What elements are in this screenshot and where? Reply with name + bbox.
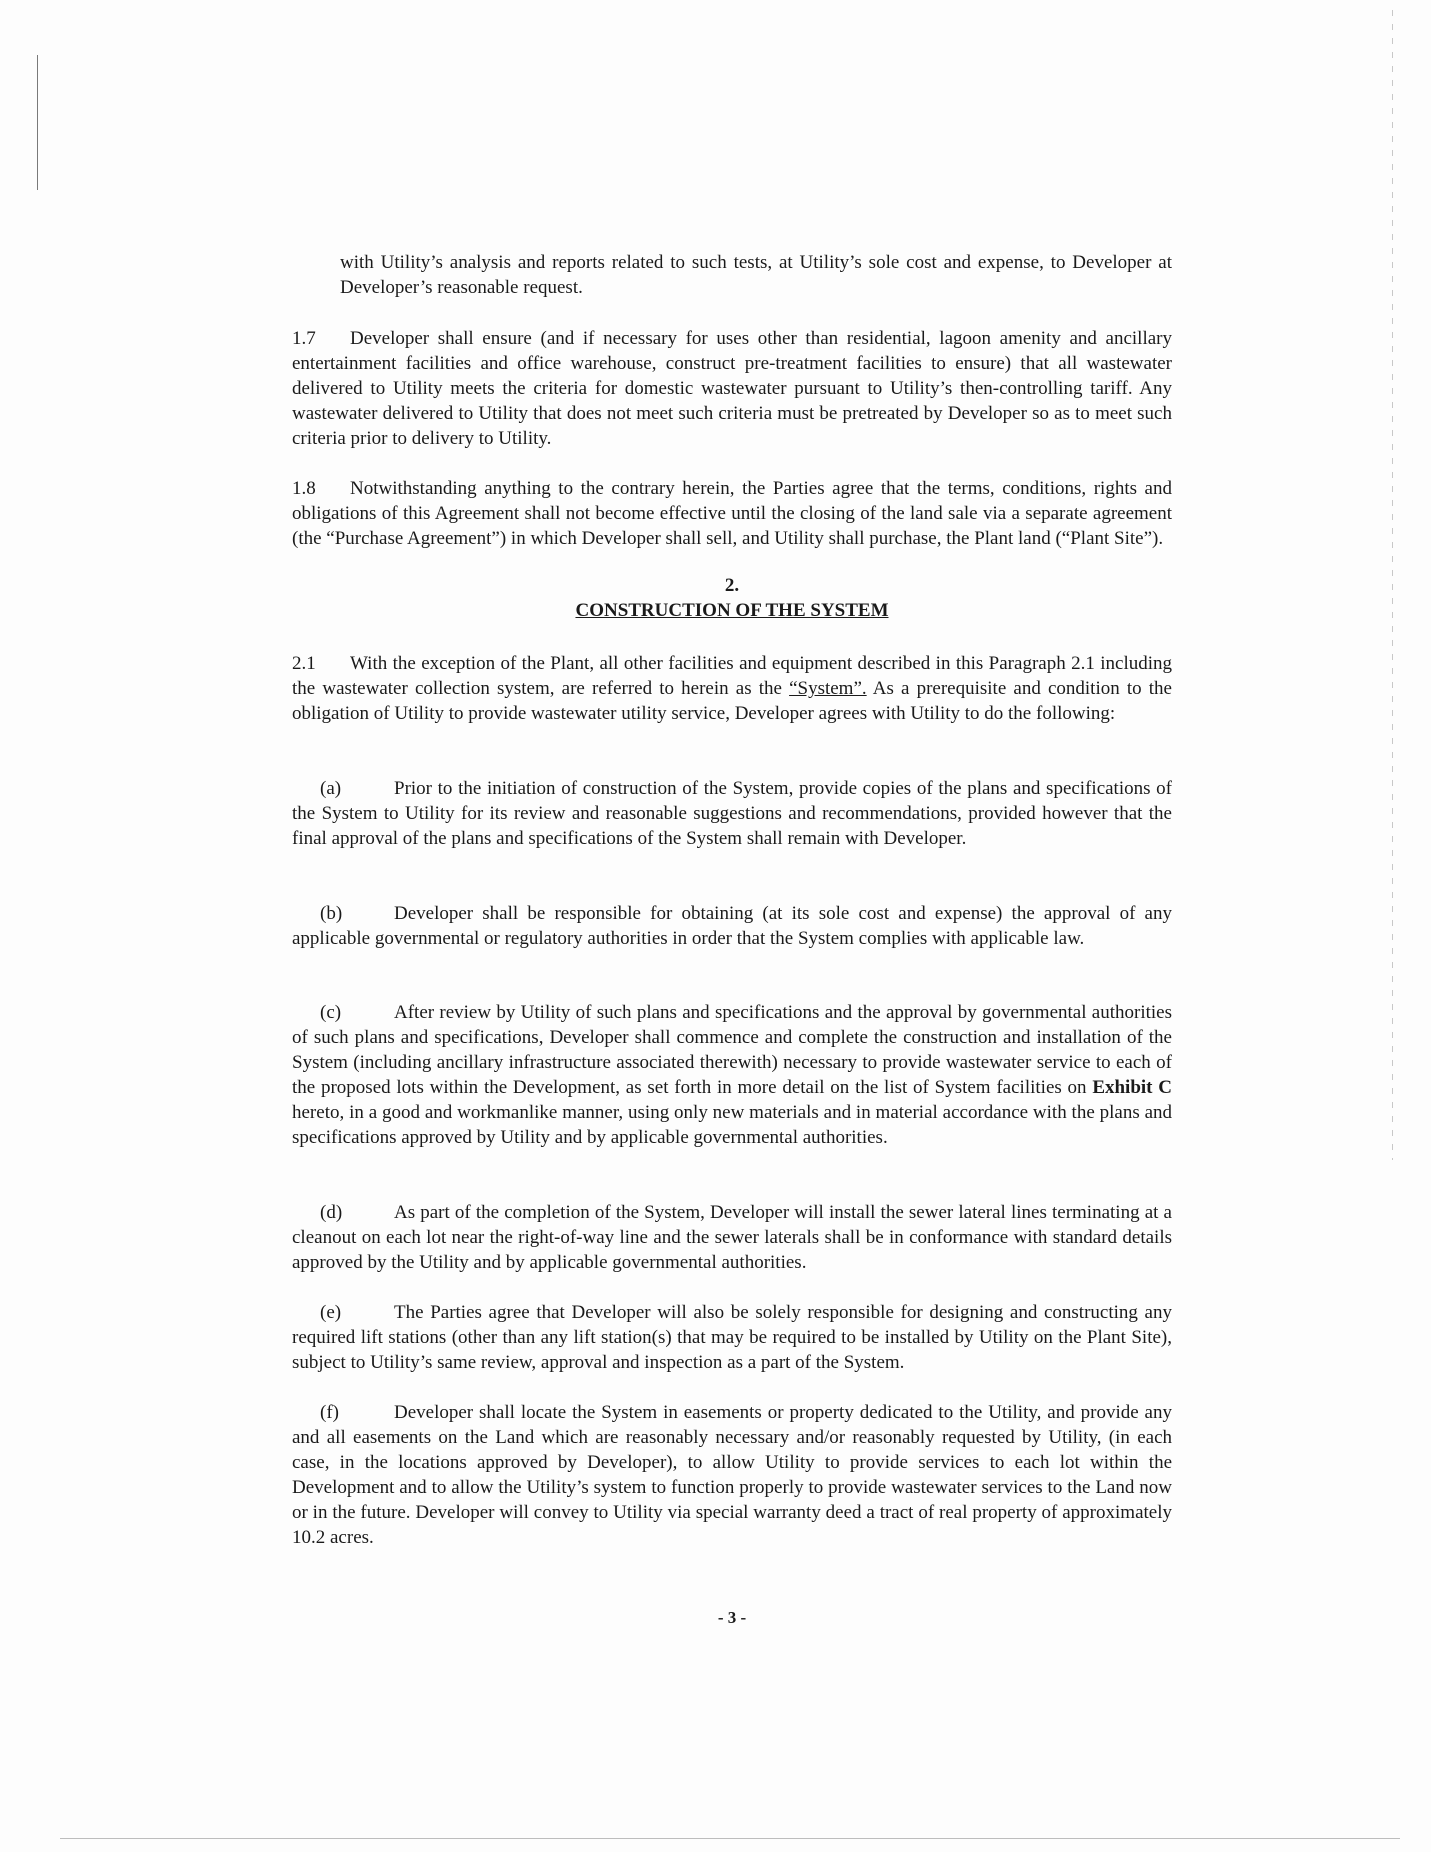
item-f [292, 1400, 1172, 1550]
section-number: 2. [724, 575, 740, 596]
item-label: (c) [320, 1002, 342, 1023]
paragraph-number: 1.7 [292, 328, 316, 349]
paragraph-1-7 [292, 326, 1172, 451]
section-title-text: CONSTRUCTION OF THE SYSTEM [575, 600, 889, 621]
item-label: (f) [320, 1402, 339, 1423]
paragraph-number: 1.8 [292, 478, 316, 499]
paragraph-text: Developer shall ensure (and if necessary for uses other than residential, lagoon amenity and ancillary entertainment facilities and office warehouse, construct pre-treatment facilities to ensure) that all wastewater delivered to Utility meets the criteria for domestic wastewater pursuant to Utility’s then-controlling tariff. Any wastewater delivered to Utility that does not meet such criteria must be pretreated by Developer so as to meet such criteria prior to delivery to Utility. [292, 328, 1172, 449]
paragraph-2-1 [292, 651, 1172, 726]
item-e [292, 1300, 1172, 1375]
paragraph-text: Notwithstanding anything to the contrary herein, the Parties agree that the terms, conditions, rights and obligations of this Agreement shall not become effective until the closing of the land sale via a separate agreement (the “Purchase Agreement”) in which Developer shall sell, and Utility shall purchase, the Plant land (“Plant Site”). [292, 478, 1172, 549]
continuation-text: with Utility’s analysis and reports related to such tests, at Utility’s sole cost and expense, to Developer at Developer’s reasonable request. [340, 252, 1172, 298]
paragraph-number: 2.1 [292, 653, 316, 674]
paragraph-text-cont: As a prerequisite and condition to the obligation of Utility to provide wastewater utility service, Developer agrees with Utility to do the following: [292, 678, 1172, 724]
scan-edge-mark-left [37, 55, 38, 190]
page-number: - 3 - [717, 1608, 747, 1627]
item-d [292, 1200, 1172, 1275]
scan-edge-mark-right [1392, 10, 1393, 1160]
item-a [292, 776, 1172, 851]
item-text: The Parties agree that Developer will also be solely responsible for designing and constructing any required lift stations (other than any lift station(s) that may be required to be installed by Utility on the Plant Site), subject to Utility’s same review, approval and inspection as a part of the System. [292, 1302, 1172, 1373]
item-text: Developer shall be responsible for obtaining (at its sole cost and expense) the approval of any applicable governmental or regulatory authorities in order that the System complies with applicable law. [292, 903, 1172, 949]
item-label: (a) [320, 778, 342, 799]
item-text: Prior to the initiation of construction of the System, provide copies of the plans and specifications of the System to Utility for its review and reasonable suggestions and recommendations, provided however that the final approval of the plans and specifications of the System shall remain with Developer. [292, 778, 1172, 849]
continuation-paragraph [292, 250, 1172, 300]
item-text-cont: hereto, in a good and workmanlike manner, using only new materials and in material accordance with the plans and specifications approved by Utility and by applicable governmental authorities. [292, 1102, 1172, 1148]
defined-term-system: “System”. [789, 678, 867, 699]
paragraph-1-8 [292, 476, 1172, 551]
item-label: (b) [320, 903, 343, 924]
item-b [292, 901, 1172, 951]
item-text: After review by Utility of such plans and specifications and the approval by governmental authorities of such plans and specifications, Developer shall commence and complete the construction and installation of the System (including ancillary infrastructure associated therewith) necessary to provide wastewater service to each of the proposed lots within the Development, as set forth in more detail on the list of System facilities on [292, 1002, 1172, 1098]
item-label: (d) [320, 1202, 343, 1223]
item-text: Developer shall locate the System in easements or property dedicated to the Utility, and provide any and all easements on the Land which are reasonably necessary and/or reasonably requested by Utility, (in each case, in the locations approved by Developer), to allow Utility to provide services to each lot within the Development and to allow the Utility’s system to function properly to provide wastewater services to the Land now or in the future. Developer will convey to Utility via special warranty deed a tract of real property of approximately 10.2 acres. [292, 1402, 1172, 1548]
scan-edge-mark-bottom [60, 1838, 1400, 1839]
paragraph-text: With the exception of the Plant, all other facilities and equipment described in this Paragraph 2.1 including the wastewater collection system, are referred to herein as the [292, 653, 1172, 699]
item-label: (e) [320, 1302, 342, 1323]
exhibit-reference: Exhibit C [1092, 1077, 1172, 1098]
item-c [292, 1000, 1172, 1150]
section-title [292, 600, 1172, 622]
item-text: As part of the completion of the System, Developer will install the sewer lateral lines terminating at a cleanout on each lot near the right-of-way line and the sewer laterals shall be in conformance with standard details approved by the Utility and by applicable governmental authorities. [292, 1202, 1172, 1273]
